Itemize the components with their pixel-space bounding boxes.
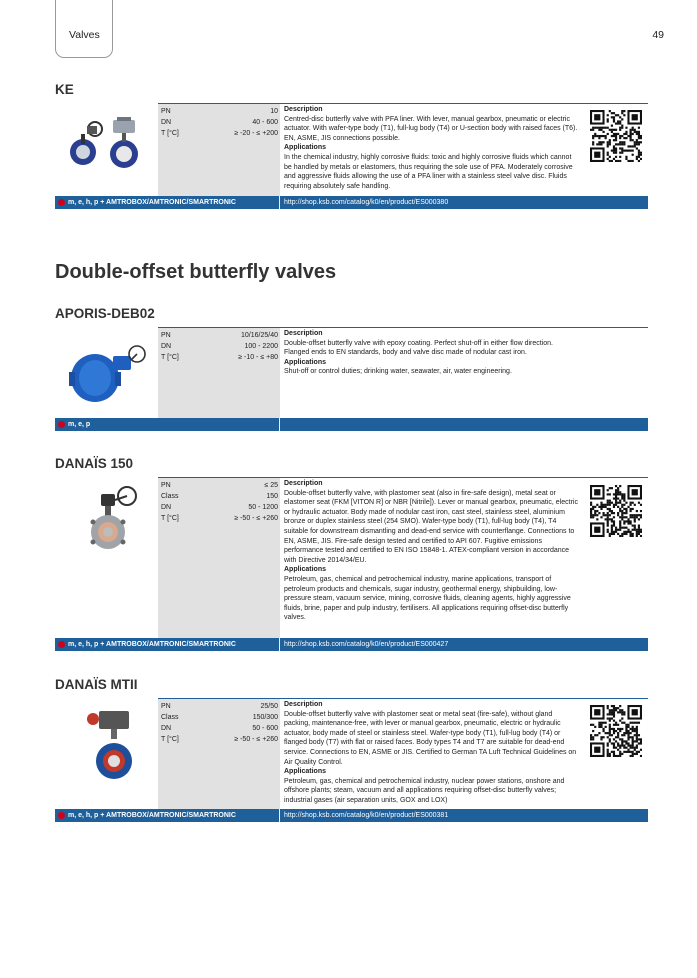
product-link[interactable]: http://shop.ksb.com/catalog/k0/en/product/ES000427: [284, 641, 449, 648]
spec-row: [161, 734, 278, 745]
spec-row: [161, 491, 278, 502]
drive-bar: [55, 196, 648, 209]
qr-code-icon[interactable]: [590, 705, 642, 757]
spec-panel: [158, 478, 280, 638]
applications-heading: Applications: [284, 768, 327, 776]
product-title: KE: [55, 82, 74, 97]
qr-code-icon[interactable]: [590, 485, 642, 537]
spec-key: T [°C]: [161, 515, 179, 522]
product-description: [284, 329, 580, 377]
product-description: [284, 700, 580, 806]
product-ke: [55, 82, 648, 210]
spec-key: DN: [161, 504, 172, 511]
drive-bar: [55, 809, 648, 822]
red-dot-icon: [58, 199, 65, 206]
spec-row: [161, 723, 278, 734]
spec-key: T [°C]: [161, 736, 179, 743]
spec-value: 100 - 2200: [244, 343, 278, 350]
spec-value: 50 - 600: [252, 725, 278, 732]
drive-options: m, e, h, p + AMTROBOX/AMTRONIC/SMARTRONIC: [68, 812, 236, 819]
bar-separator: [279, 196, 280, 209]
spec-value: ≥ -20 - ≤ +200: [234, 130, 278, 137]
product-description: [284, 479, 580, 623]
product-link[interactable]: http://shop.ksb.com/catalog/k0/en/product/ES000381: [284, 812, 449, 819]
description-text: Double-offset butterfly valve with plastomer seat or metal seat (fire-safe), without gland packing, maintenance-free, with lever or manual gearbox, pneumatic, electric or hydraulic actuator, body made of steel or stainless steel. Wafer-type body (T1), full-lug body (T4) or flanged body (T7) with flat or raised faces. Body types T4 and T7 are suitable for dead-end service. Connections to EN, ASME or JIS. Certified to German TA Luft Technical Guidelines on Air Quality Control.: [284, 710, 577, 766]
red-dot-icon: [58, 421, 65, 428]
applications-heading: Applications: [284, 144, 327, 152]
spec-row: [161, 330, 278, 341]
bar-separator: [279, 809, 280, 822]
spec-key: Class: [161, 493, 179, 500]
spec-value: ≥ -10 - ≤ +80: [238, 354, 278, 361]
spec-row: [161, 341, 278, 352]
qr-code-icon[interactable]: [590, 110, 642, 162]
spec-key: DN: [161, 119, 172, 126]
spec-value: ≥ -50 - ≤ +260: [234, 515, 278, 522]
valve-image: [57, 705, 155, 783]
valve-image: [57, 114, 155, 176]
product-title: DANAÏS 150: [55, 456, 134, 471]
spec-key: PN: [161, 332, 171, 339]
spec-row: [161, 106, 278, 117]
product-danais-mtii: [55, 677, 648, 823]
drive-bar: [55, 638, 648, 651]
red-dot-icon: [58, 812, 65, 819]
spec-value: ≥ -50 - ≤ +260: [234, 736, 278, 743]
spec-value: ≤ 25: [264, 482, 278, 489]
applications-text: Shut-off or control duties; drinking water, seawater, air, water engineering.: [284, 368, 512, 376]
description-heading: Description: [284, 330, 323, 337]
spec-value: 10/16/25/40: [241, 332, 278, 339]
spec-value: 10: [270, 108, 278, 115]
applications-text: In the chemical industry, highly corrosive fluids: toxic and highly corrosive fluids which cannot be handled by metals or elastomers, thus requiring the sole use of PFA. Moderately corrosive and aggressive fluids allowing the use of a PFA liner with a stainless steel valve disc. Fluids requiring absolutely safe handling.: [284, 153, 573, 190]
product-link[interactable]: http://shop.ksb.com/catalog/k0/en/product/ES000380: [284, 199, 449, 206]
product-aporis-deb02: [55, 306, 648, 432]
product-danais-150: [55, 456, 648, 652]
drive-options: m, e, p: [68, 421, 91, 428]
section-tab: [55, 0, 113, 58]
spec-panel: [158, 328, 280, 418]
spec-row: [161, 352, 278, 363]
spec-value: 150: [266, 493, 278, 500]
valve-image: [57, 342, 155, 404]
spec-key: DN: [161, 343, 172, 350]
spec-value: 50 - 1200: [248, 504, 278, 511]
spec-key: T [°C]: [161, 130, 179, 137]
description-heading: Description: [284, 480, 323, 487]
drive-options: m, e, h, p + AMTROBOX/AMTRONIC/SMARTRONIC: [68, 199, 236, 206]
description-text: Centred-disc butterfly valve with PFA liner. With lever, manual gearbox, pneumatic or electric actuator. With wafer-type body (T1), full-lug body (T4) or U-section body with raised faces (T6). EN, ASME, JIS connections possible.: [284, 115, 578, 142]
spec-row: [161, 480, 278, 491]
bar-separator: [279, 638, 280, 651]
spec-panel: [158, 699, 280, 809]
spec-key: PN: [161, 482, 171, 489]
product-description: [284, 105, 580, 191]
applications-heading: Applications: [284, 358, 327, 366]
red-dot-icon: [58, 641, 65, 648]
spec-key: PN: [161, 703, 171, 710]
spec-row: [161, 128, 278, 139]
spec-row: [161, 712, 278, 723]
description-text: Double-offset butterfly valve with epoxy coating. Perfect shut-off in either flow direction. Flanged ends to EN standards, body and valve disc made of nodular cast iron.: [284, 339, 553, 357]
spec-value: 25/50: [260, 703, 278, 710]
description-text: Double-offset butterfly valve, with plastomer seat (also in fire-safe design), metal seat or elastomer seat (FKM [VITON R] or NBR [Nitrile]). Lever or manual gearbox, pneumatic, electric or hydraulic actuator. Body made of nodular cast iron, cast steel, stainless steel, aluminium bronze or duplex stainless steel (254 SMO). Wafer-type body (T1), full-lug body (T4), T4 suitable for downstream dismantling and dead-end service with counterflange. Connections to EN, ASME, JIS. Fire-safe design tested and certified to API 607. Fugitive emissions performance tested and certified to EN ISO 15848-1. ATEX-compliant version in accordance with Directive 2014/34/EU.: [284, 489, 578, 564]
spec-key: PN: [161, 108, 171, 115]
spec-row: [161, 513, 278, 524]
spec-key: DN: [161, 725, 172, 732]
spec-panel: [158, 104, 280, 196]
spec-value: 150/300: [252, 714, 278, 721]
bar-separator: [279, 418, 280, 431]
valve-image: [57, 484, 155, 554]
product-title: APORIS-DEB02: [55, 306, 155, 321]
spec-key: Class: [161, 714, 179, 721]
spec-row: [161, 502, 278, 513]
section-heading: Double-offset butterfly valves: [55, 261, 337, 283]
spec-row: [161, 701, 278, 712]
section-tab-label: Valves: [69, 29, 100, 41]
spec-row: [161, 117, 278, 128]
spec-key: T [°C]: [161, 354, 179, 361]
spec-value: 40 - 600: [252, 119, 278, 126]
description-heading: Description: [284, 106, 323, 113]
applications-text: Petroleum, gas, chemical and petrochemical industry, nuclear power stations, onshore and offshore plants; steam, vacuum and all applications requiring offset-disc butterfly valves; industrial gases (air separation units, GOX and LOX): [284, 777, 565, 804]
product-title: DANAÏS MTII: [55, 677, 138, 692]
drive-options: m, e, h, p + AMTROBOX/AMTRONIC/SMARTRONIC: [68, 641, 236, 648]
page-number: 49: [652, 29, 664, 41]
drive-bar: [55, 418, 648, 431]
applications-text: Petroleum, gas, chemical and petrochemical industry, marine applications, transport of petroleum products and chemicals, sugar industry, geothermal energy, shipbuilding, low-pressure steam, vacuum service, mining, corrosive fluids, cleaning agents, highly aggressive fluids, brine, paper and pulp industry, fertilisers. All applications requiring offset-disc butterfly valves.: [284, 575, 571, 622]
applications-heading: Applications: [284, 566, 327, 574]
description-heading: Description: [284, 701, 323, 708]
